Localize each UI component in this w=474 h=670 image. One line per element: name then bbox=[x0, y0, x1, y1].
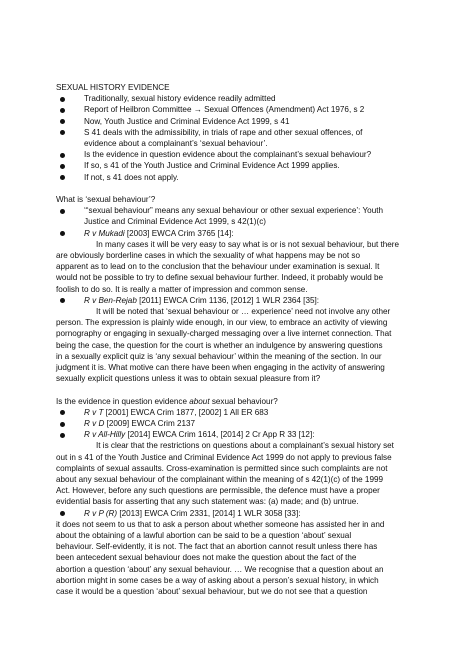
section-question-sexual-behaviour: What is ‘sexual behaviour’? bbox=[56, 195, 156, 204]
intro-bullet-3: Now, Youth Justice and Criminal Evidence Act 1999, s 41 bbox=[84, 116, 290, 126]
case-mukadi: R v Mukadi [2003] EWCA Crim 3765 [14]: bbox=[84, 228, 234, 238]
case-r-v-t: R v T [2001] EWCA Crim 1877, [2002] 1 All ER 683 bbox=[84, 407, 269, 417]
quote-ben-rejab: being the case, the question for the court is whether an indulgence by answering questions bbox=[56, 340, 383, 350]
quote-r-v-p: been antecedent sexual behaviour does not make the question about the fact of the bbox=[56, 553, 357, 563]
quote-mukadi: are obviously borderline cases in which the sexuality of what happens may be not so bbox=[56, 251, 360, 260]
quote-ben-rejab: pornography or engaging in sexually-charged messaging over a live internet connection. That bbox=[56, 329, 392, 339]
bullet-icon bbox=[60, 209, 65, 214]
quote-mukadi: In many cases it will be very easy to say what is or is not sexual behaviour, but there bbox=[96, 239, 400, 249]
intro-bullet-4: evidence about a complainant’s ‘sexual behaviour’. bbox=[84, 139, 268, 148]
quote-r-v-p: abortion a question ‘about’ any sexual behaviour. … We recognise that a question about an bbox=[56, 564, 384, 574]
quote-all-hilly: about any sexual behaviour of the complainant within the meaning of s 42(1)(c) of the 1999 bbox=[56, 475, 384, 484]
bullet-icon bbox=[60, 108, 65, 113]
bullet-icon bbox=[60, 433, 65, 438]
quote-all-hilly: out in s 41 of the Youth Justice and Criminal Evidence Act 1999 do not apply to previous false bbox=[56, 452, 392, 462]
intro-bullet-2: Report of Heilbron Committee → Sexual Offences (Amendment) Act 1976, s 2 bbox=[84, 105, 365, 115]
intro-bullet-1: Traditionally, sexual history evidence readily admitted bbox=[84, 94, 276, 104]
quote-all-hilly: It is clear that the restrictions on questions about a complainant’s sexual history set bbox=[96, 441, 394, 451]
quote-ben-rejab: person. The expression is plainly wide enough, in our view, to embrace an activity of viewing bbox=[56, 318, 388, 328]
definition-bullet: ‘“sexual behaviour” means any sexual behaviour or other sexual experience’: Youth bbox=[84, 206, 384, 216]
case-r-v-p: R v P (R) [2013] EWCA Crim 2331, [2014] 1 WLR 3058 [33]: bbox=[84, 508, 301, 518]
quote-mukadi: apparent as to lead on to the conclusion that the behaviour under examination is sexual. It bbox=[56, 262, 380, 272]
quote-ben-rejab: judgment it is. What motive can there have been when engaging in the activity of answering bbox=[56, 363, 385, 372]
bullet-icon bbox=[60, 153, 65, 158]
bullet-icon bbox=[60, 298, 65, 303]
definition-bullet: Justice and Criminal Evidence Act 1999, s 42(1)(c) bbox=[84, 217, 266, 227]
intro-bullet-7: If not, s 41 does not apply. bbox=[84, 172, 179, 182]
case-all-hilly: R v All-Hilly [2014] EWCA Crim 1614, [2014] 2 Cr App R 33 [12]: bbox=[84, 430, 315, 440]
section-question-about: Is the evidence in question evidence about sexual behaviour? bbox=[56, 396, 278, 406]
bullet-icon bbox=[60, 511, 65, 516]
intro-bullet-4: S 41 deals with the admissibility, in trials of rape and other sexual offences, of bbox=[84, 127, 363, 137]
quote-r-v-p: case it would be a question ‘about’ sexual behaviour, but we do not see that a question bbox=[56, 587, 368, 596]
bullet-icon bbox=[60, 410, 65, 415]
quote-all-hilly: complaints of sexual assaults. Cross-examination is permitted since such complaints are not bbox=[56, 463, 388, 473]
quote-mukadi: foolish to do so. It is really a matter of impression and common sense. bbox=[56, 284, 308, 294]
bullet-icon bbox=[60, 175, 65, 180]
bullet-icon bbox=[60, 231, 65, 236]
quote-r-v-p: behaviour. Self-evidently, it is not. The fact that an abortion cannot result unless there has bbox=[56, 542, 378, 552]
bullet-icon bbox=[60, 130, 65, 135]
intro-bullet-6: If so, s 41 of the Youth Justice and Criminal Evidence Act 1999 applies. bbox=[84, 161, 340, 171]
case-r-v-d: R v D [2009] EWCA Crim 2137 bbox=[84, 419, 196, 428]
bullet-icon bbox=[60, 119, 65, 124]
bullet-icon bbox=[60, 164, 65, 169]
page-heading: SEXUAL HISTORY EVIDENCE bbox=[56, 83, 170, 92]
quote-ben-rejab: in a sexually explicit quiz is ‘any sexual behaviour’ within the meaning of the section. In our bbox=[56, 351, 382, 361]
quote-ben-rejab: sexually explicit questions unless it was to obtain sexual pleasure from it? bbox=[56, 374, 321, 384]
bullet-icon bbox=[60, 422, 65, 427]
case-ben-rejab: R v Ben-Rejab [2011] EWCA Crim 1136, [2012] 1 WLR 2364 [35]: bbox=[84, 295, 319, 305]
quote-r-v-p: it does not seem to us that to ask a person about whether someone has assisted her in and bbox=[56, 519, 385, 529]
quote-r-v-p: abortion might in some cases be a way of asking about a person’s sexual history, in which bbox=[56, 575, 379, 585]
quote-all-hilly: Act. However, before any such questions are permissible, the defence must have a proper bbox=[56, 486, 380, 496]
quote-mukadi: would not be possible to try to define sexual behaviour further. Indeed, it probably would be bbox=[56, 273, 384, 283]
quote-ben-rejab: It will be noted that ‘sexual behaviour or … experience’ need not involve any other bbox=[96, 307, 391, 316]
quote-r-v-p: about the obtaining of a lawful abortion can be said to be a question ‘about’ sexual bbox=[56, 531, 352, 540]
bullet-icon bbox=[60, 97, 65, 102]
quote-all-hilly: evidential basis for asserting that any such statement was: (a) made; and (b) untrue. bbox=[56, 497, 359, 507]
intro-bullet-5: Is the evidence in question evidence about the complainant’s sexual behaviour? bbox=[84, 150, 372, 160]
